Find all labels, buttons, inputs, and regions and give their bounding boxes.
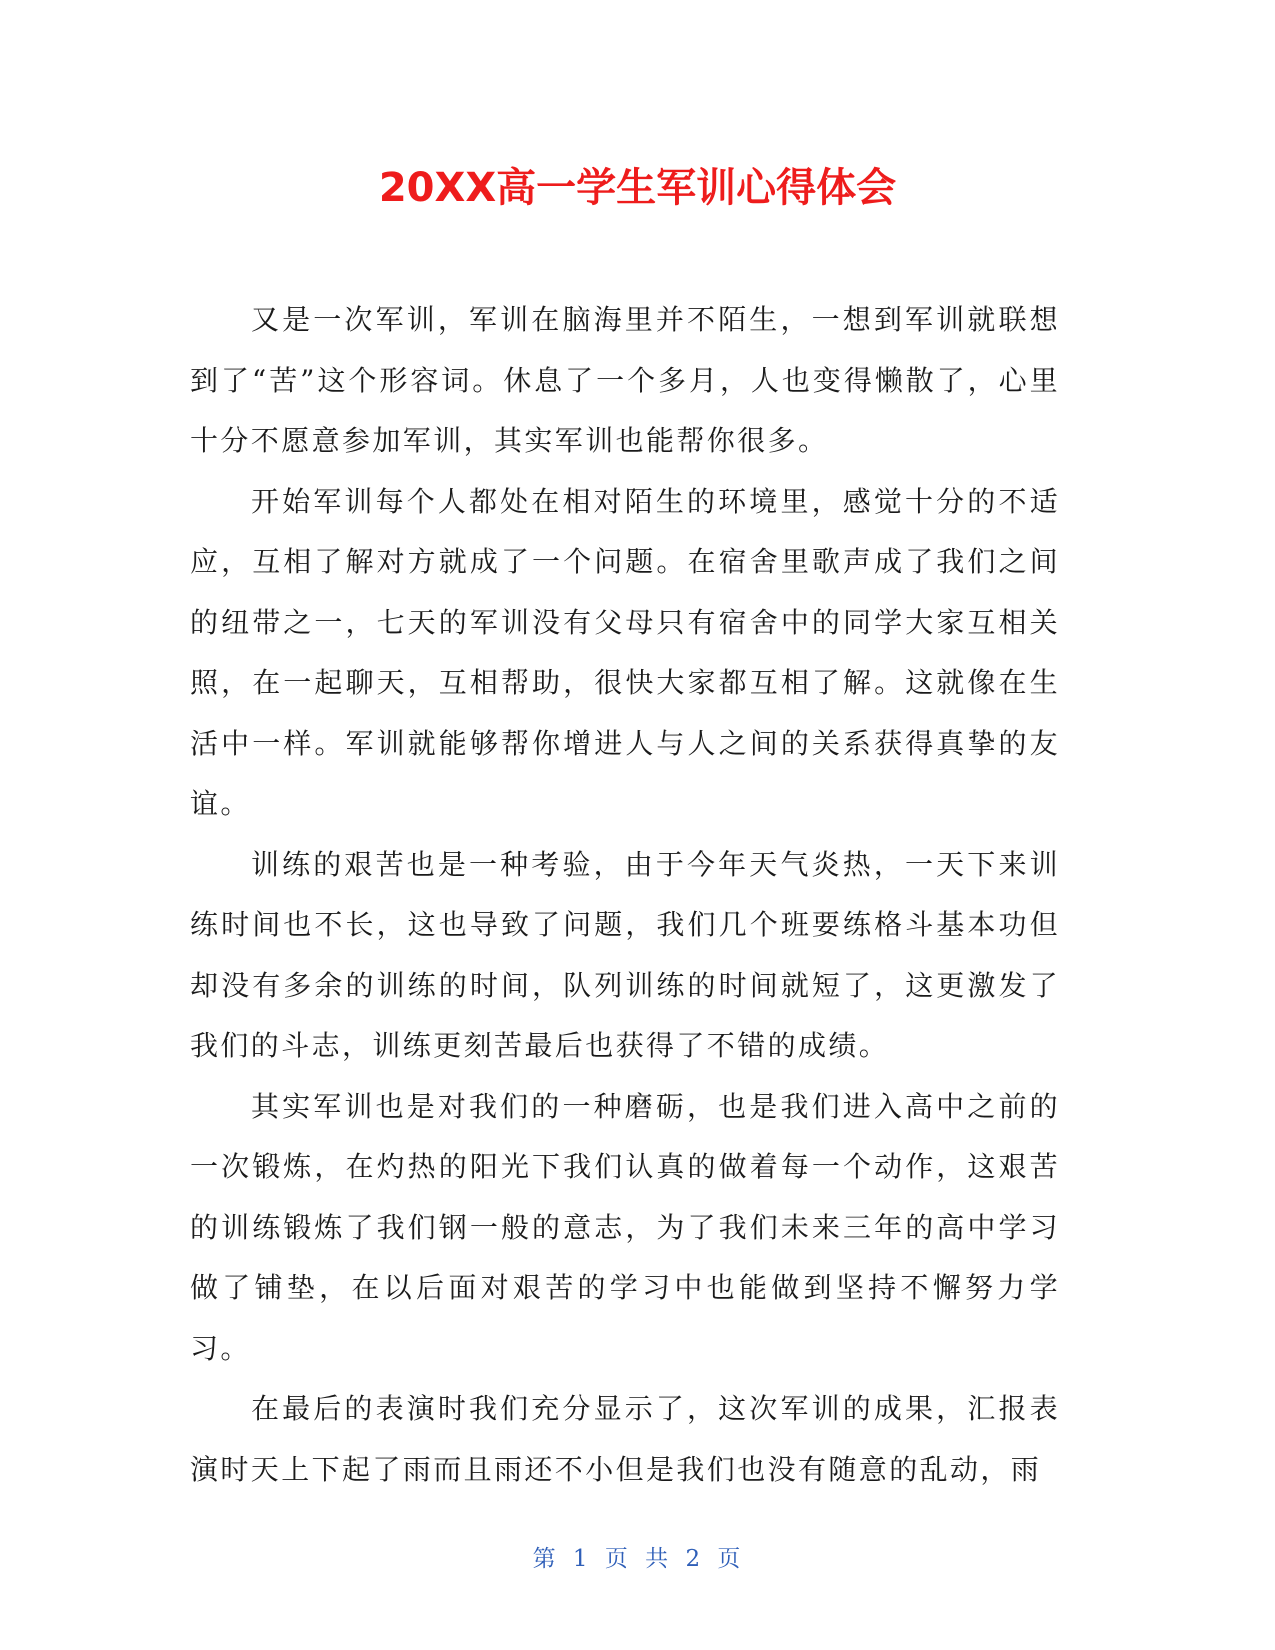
paragraph-5: 在最后的表演时我们充分显示了，这次军训的成果，汇报表演时天上下起了雨而且雨还不小但是我们也没有随意的乱动，雨 [190, 1392, 1060, 1486]
document-title: 20XX高一学生军训心得体会 [378, 165, 897, 211]
document-body [190, 290, 1060, 1500]
paragraph-2: 开始军训每个人都处在相对陌生的环境里，感觉十分的不适应，互相了解对方就成了一个问题。在宿舍里歌声成了我们之间的纽带之一，七天的军训没有父母只有宿舍中的同学大家互相关照，在一起聊天，互相帮助，很快大家都互相了解。这就像在生活中一样。军训就能够帮你增进人与人之间的关系获得真挚的友谊。 [190, 484, 1060, 820]
paragraph-4: 其实军训也是对我们的一种磨砺，也是我们进入高中之前的一次锻炼，在灼热的阳光下我们认真的做着每一个动作，这艰苦的训练锻炼了我们钢一般的意志，为了我们未来三年的高中学习做了铺垫，在以后面对艰苦的学习中也能做到坚持不懈努力学习。 [190, 1089, 1060, 1365]
paragraph-1: 又是一次军训，军训在脑海里并不陌生，一想到军训就联想到了“苦”这个形容词。休息了一个多月，人也变得懒散了，心里十分不愿意参加军训，其实军训也能帮你很多。 [190, 303, 1060, 457]
paragraph-3: 训练的艰苦也是一种考验，由于今年天气炎热，一天下来训练时间也不长，这也导致了问题，我们几个班要练格斗基本功但却没有多余的训练的时间，队列训练的时间就短了，这更激发了我们的斗志，训练更刻苦最后也获得了不错的成绩。 [190, 847, 1060, 1062]
page-number-footer: 第 1 页 共 2 页 [532, 1546, 743, 1572]
